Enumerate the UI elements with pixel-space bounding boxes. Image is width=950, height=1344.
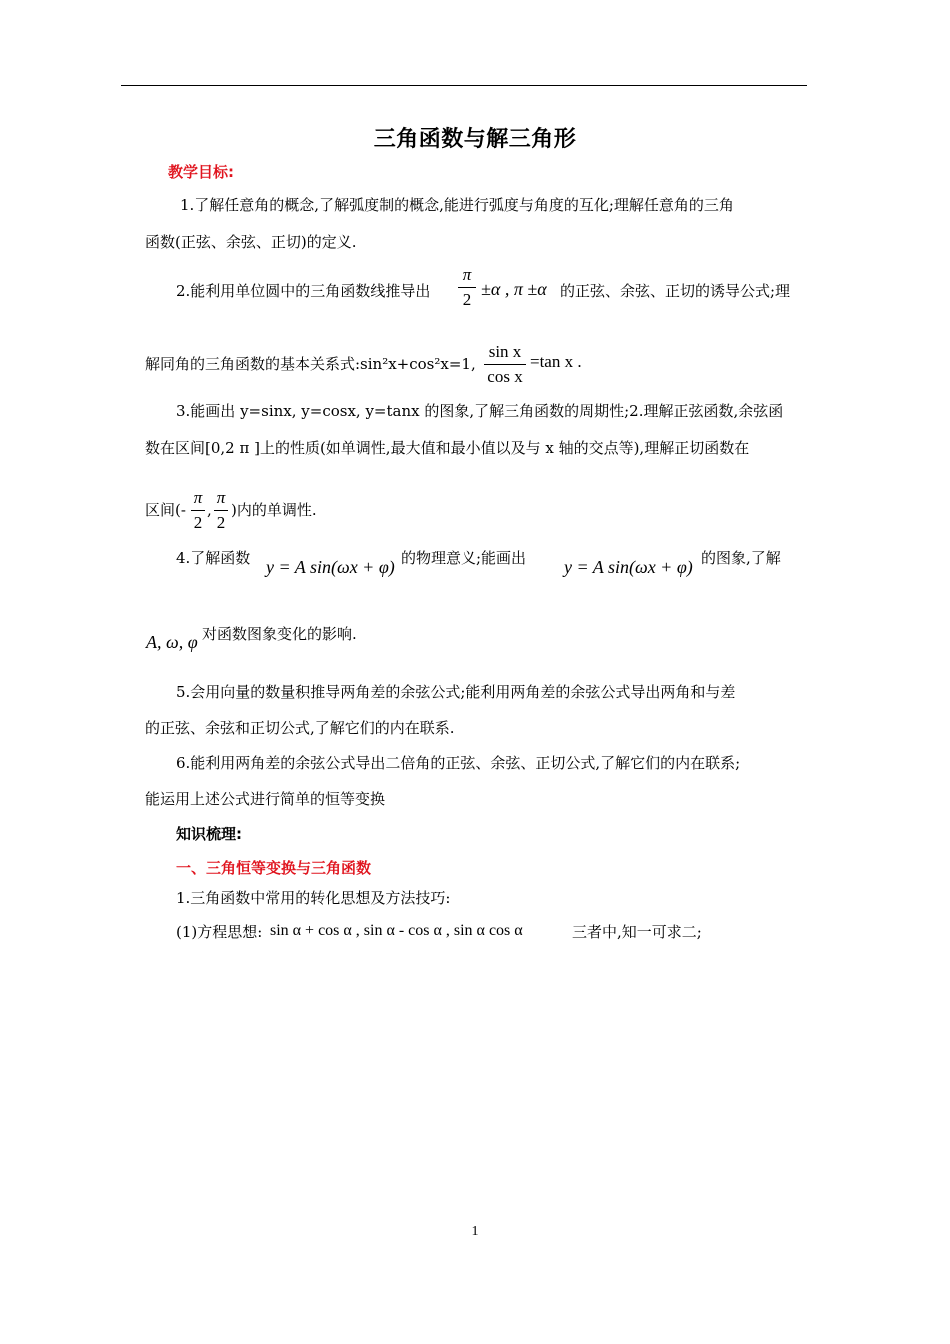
fraction-denominator: 2 (216, 513, 226, 532)
goal-4-suffix: 的图象,了解 (701, 549, 781, 567)
goal-6-line-1: 6.能利用两角差的余弦公式导出二倍角的正弦、余弦、正切公式,了解它们的内在联系; (176, 754, 741, 772)
goal-2b-prefix: 解同角的三角函数的基本关系式:sin²x+cos²x=1, (145, 355, 476, 373)
goal-1-line-2: 函数(正弦、余弦、正切)的定义. (145, 233, 357, 251)
section-1-heading: 一、三角恒等变换与三角函数 (176, 859, 372, 877)
goal-5-line-1: 5.会用向量的数量积推导两角差的余弦公式;能利用两角差的余弦公式导出两角和与差 (176, 683, 736, 701)
goal-5-line-2: 的正弦、余弦和正切公式,了解它们的内在联系. (145, 719, 455, 737)
goal-3-line-3-suffix: )内的单调性. (231, 501, 317, 519)
goal-6-line-2: 能运用上述公式进行简单的恒等变换 (145, 790, 386, 808)
fraction-bar (458, 287, 476, 288)
pi-over-2-fraction-2 (214, 488, 228, 533)
sinusoid-formula: y = A sin(ωx + φ) (266, 557, 395, 577)
goal-2-math: ±α , π ±α (481, 279, 547, 299)
fraction-numerator: π (462, 265, 472, 284)
parameters-math: A, ω, φ (146, 632, 198, 652)
goal-3-line-1: 3.能画出 y=sinx, y=cosx, y=tanx 的图象,了解三角函数的周期性;2.理解正弦函数,余弦函 (176, 402, 784, 420)
fraction-numerator: sin x (488, 342, 522, 361)
fraction-numerator: π (216, 488, 226, 507)
knowledge-heading: 知识梳理: (176, 825, 242, 843)
fraction-bar (191, 510, 205, 511)
section-1-item-2-suffix: 三者中,知一可求二; (572, 923, 702, 941)
header-rule (121, 85, 807, 86)
goal-3-comma: , (207, 501, 212, 519)
goal-4-prefix: 4.了解函数 (176, 549, 251, 567)
fraction-numerator: π (193, 488, 203, 507)
fraction-denominator: cos x (487, 367, 523, 386)
goal-2-suffix: 的正弦、余弦、正切的诱导公式;理 (560, 282, 791, 300)
goal-2b-suffix: =tan x . (530, 352, 582, 371)
fraction-bar (484, 364, 526, 365)
section-1-item-1: 1.三角函数中常用的转化思想及方法技巧: (176, 889, 451, 907)
pi-over-2-fraction (458, 265, 476, 310)
pi-over-2-fraction (191, 488, 205, 533)
sinusoid-formula-2: y = A sin(ωx + φ) (564, 557, 693, 577)
page-number: 1 (471, 1224, 479, 1239)
fraction-denominator: 2 (193, 513, 203, 532)
fraction-denominator: 2 (462, 290, 472, 309)
sin-over-cos-fraction (484, 342, 526, 387)
goal-4b-text: 对函数图象变化的影响. (202, 625, 357, 643)
section-1-item-2-prefix: (1)方程思想: (176, 923, 263, 941)
goal-4-mid: 的物理意义;能画出 (401, 549, 527, 567)
goal-3-line-2: 数在区间[0,2 π ]上的性质(如单调性,最大值和最小值以及与 x 轴的交点等),理解正切函数在 (145, 439, 750, 457)
fraction-bar (214, 510, 228, 511)
teaching-goals-heading: 教学目标: (168, 163, 234, 181)
goal-1-line-1: 1.了解任意角的概念,了解弧度制的概念,能进行弧度与角度的互化;理解任意角的三角 (180, 196, 734, 214)
page-title: 三角函数与解三角形 (373, 127, 577, 152)
goal-2-prefix: 2.能利用单位圆中的三角函数线推导出 (176, 282, 431, 300)
section-1-item-2-math: sin α + cos α , sin α - cos α , sin α cos α (270, 922, 523, 939)
goal-3-line-3-prefix: 区间(- (145, 501, 186, 519)
